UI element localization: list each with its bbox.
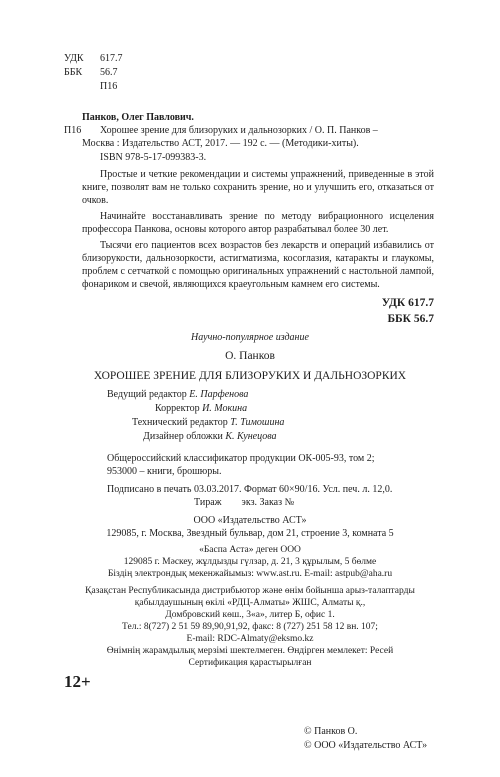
classifier-line-2: 953000 – книги, брошюры. — [107, 466, 222, 477]
kazakh-line-2: 129085 г. Мәскеу, жұлдызды гүлзар, д. 21, 3 құрылым, 5 бөлме — [123, 557, 377, 567]
print-run: Тираж экз. Заказ № — [194, 497, 295, 508]
udk-label: УДК — [64, 53, 84, 64]
record-title-line2: Москва : Издательство АСТ, 2017. — 192 с. — (Методики-хиты). — [82, 138, 359, 149]
annotation-paragraph-1: Простые и четкие рекомендации и системы упражнений, приведенные в этой книге, позволят вам не только сохранить зрение, но и улучшить его, отказаться от очков. — [82, 169, 434, 206]
classifier-line-1: Общероссийский классификатор продукции ОК-005-93, том 2; — [107, 453, 375, 464]
distributor-line-5: E-mail: RDC-Almaty@eksmo.kz — [186, 634, 314, 644]
distributor-line-4: Тел.: 8(727) 2 51 59 89,90,91,92, факс: 8 (727) 251 58 12 вн. 107; — [122, 622, 378, 632]
credit-proofreader — [155, 402, 247, 415]
credit-cover-designer — [143, 430, 277, 443]
signed-to-print: Подписано в печать 03.03.2017. Формат 60×90/16. Усл. печ. л. 12,0. — [107, 484, 393, 495]
publisher-name: ООО «Издательство АСТ» — [193, 515, 307, 526]
annotation-paragraph-3: Тысячи его пациентов всех возрастов без лекарств и операций избавились от близорукости, дальнозоркости, астигматизма, косоглазия, катаракты и глаукомы, проблем с сетчаткой с помощью оригинальных упражнений с настольной лампой, фонариком и свечой, являющихся краеугольным камнем его системы. — [82, 240, 434, 290]
annotation-paragraph-2: Начинайте восстанавливать зрение по методу вибрационного исцеления профессора Панкова, основы которого автор разрабатывал более 30 лет. — [82, 211, 434, 235]
credit-tech-editor — [132, 416, 284, 429]
age-rating: 12+ — [64, 672, 91, 691]
validity-line-1: Өнімнің жарамдылық мерзімі шектелмеген. Өндірген мемлекет: Ресей — [106, 646, 394, 656]
credit-person: Е. Парфенова — [189, 389, 249, 400]
kazakh-line-3: Біздің электрондық мекенжайымыз: www.ast.ru. E-mail: astpub@aha.ru — [107, 569, 393, 579]
credit-person: Т. Тимошина — [230, 417, 285, 428]
bbk-right: ББК 56.7 — [387, 313, 434, 325]
record-isbn: ISBN 978-5-17-099383-3. — [100, 152, 207, 163]
bbk-label: ББК — [64, 67, 83, 78]
record-title-line1: Хорошее зрение для близоруких и дальнозорких / О. П. Панков – — [100, 125, 378, 136]
copyright-author: © Панков О. — [304, 726, 358, 737]
edition-type: Научно-популярное издание — [191, 332, 309, 343]
udk-right: УДК 617.7 — [381, 297, 434, 309]
copyright-publisher: © ООО «Издательство АСТ» — [304, 740, 428, 751]
distributor-line-1: Қазақстан Республикасында дистрибьютор және өнім бойынша арыз-талаптарды — [85, 586, 415, 596]
publisher-address: 129085, г. Москва, Звездный бульвар, дом 21, строение 3, комната 5 — [106, 528, 394, 539]
credit-person: К. Кунецова — [225, 431, 277, 442]
record-side-code: П16 — [64, 125, 82, 136]
credit-role: Технический редактор — [132, 417, 228, 428]
credit-role: Ведущий редактор — [107, 389, 187, 400]
credit-person: И. Мокина — [202, 403, 248, 414]
bbk-value: 56.7 — [100, 67, 118, 78]
distributor-line-2: қабылдаушының өкілі «РДЦ-Алматы» ЖШС, Алматы қ., — [134, 598, 366, 608]
credit-role: Дизайнер обложки — [143, 431, 223, 442]
record-author: Панков, Олег Павлович. — [82, 112, 194, 123]
udk-value: 617.7 — [100, 53, 123, 64]
distributor-line-3: Домбровский көш., 3«а», литер Б, офис 1. — [165, 610, 335, 620]
credit-lead-editor — [107, 388, 248, 401]
book-title-caps: ХОРОШЕЕ ЗРЕНИЕ ДЛЯ БЛИЗОРУКИХ И ДАЛЬНОЗОРКИХ — [93, 370, 407, 382]
credit-role: Корректор — [155, 403, 200, 414]
kazakh-line-1: «Баспа Аста» деген ООО — [199, 545, 301, 555]
author-code: П16 — [100, 81, 118, 92]
validity-line-2: Сертификация қарастырылған — [188, 658, 312, 668]
author-short: О. Панков — [225, 350, 275, 362]
